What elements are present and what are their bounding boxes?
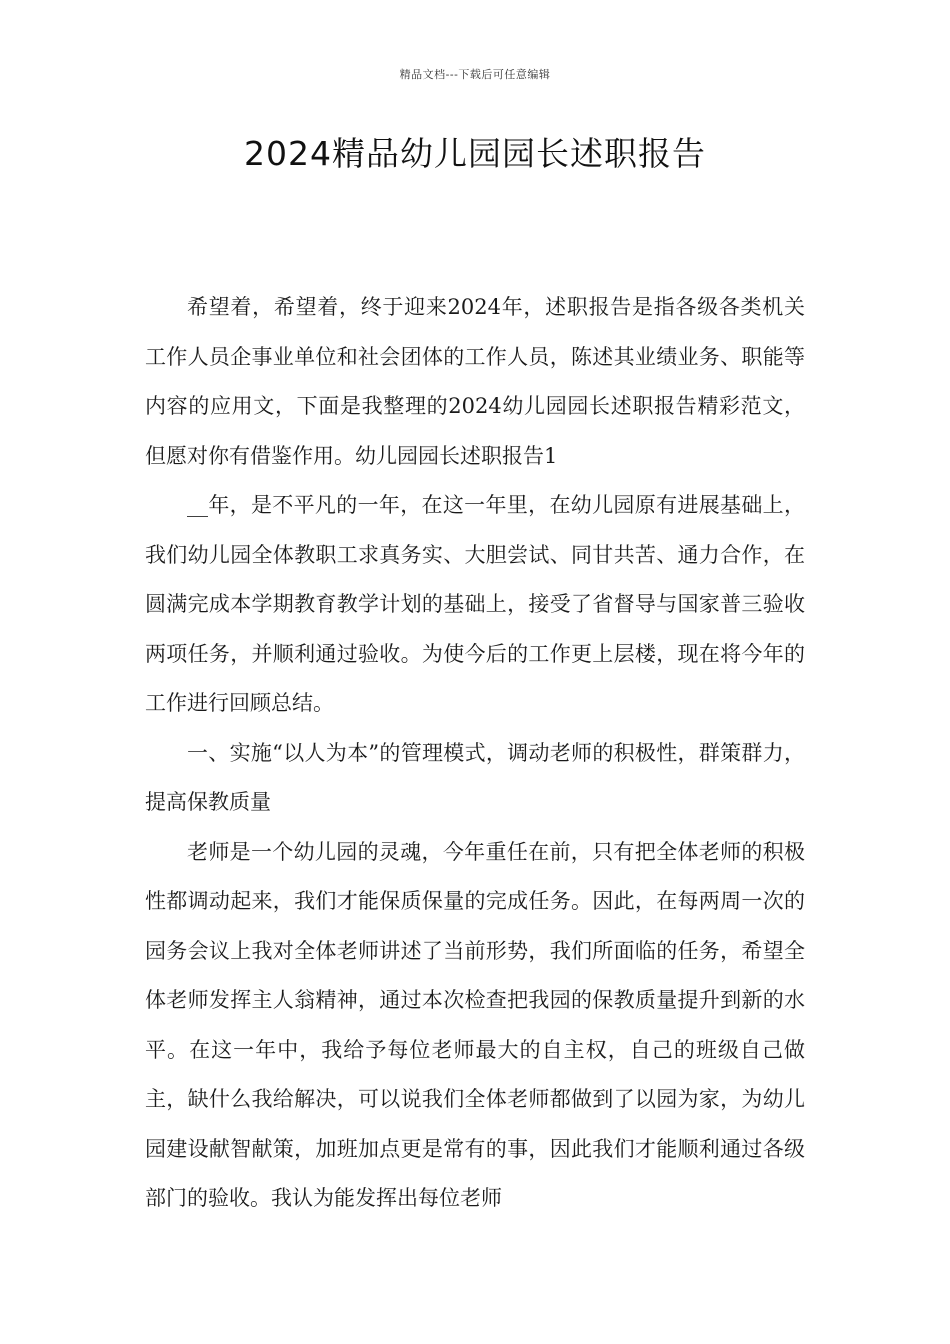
header-note: 精品文档---下载后可任意编辑 xyxy=(399,68,551,81)
paragraph-teachers: 老师是一个幼儿园的灵魂，今年重任在前，只有把全体老师的积极性都调动起来，我们才能保质保量的完成任务。因此，在每两周一次的园务会议上我对全体老师讲述了当前形势，我们所面临的任务，希望全体老师发挥主人翁精神，通过本次检查把我园的保教质量提升到新的水平。在这一年中，我给予每位老师最大的自主权，自己的班级自己做主，缺什么我给解决，可以说我们全体老师都做到了以园为家，为幼儿园建设献智献策，加班加点更是常有的事，因此我们才能顺利通过各级部门的验收。我认为能发挥出每位老师 xyxy=(145,839,805,1210)
document-body xyxy=(145,283,805,1224)
section-heading-1: 一、实施“以人为本”的管理模式，调动老师的积极性，群策群力，提高保教质量 xyxy=(145,740,805,814)
document-title: 2024精品幼儿园园长述职报告 xyxy=(244,134,706,173)
paragraph-intro: 希望着，希望着，终于迎来2024年，述职报告是指各级各类机关工作人员企事业单位和社会团体的工作人员，陈述其业绩业务、职能等内容的应用文，下面是我整理的2024幼儿园园长述职报告精彩范文，但愿对你有借鉴作用。幼儿园园长述职报告1 xyxy=(145,295,805,468)
paragraph-year-summary: __年，是不平凡的一年，在这一年里，在幼儿园原有进展基础上，我们幼儿园全体教职工求真务实、大胆尝试、同甘共苦、通力合作，在圆满完成本学期教育教学计划的基础上，接受了省督导与国家普三验收两项任务，并顺利通过验收。为使今后的工作更上层楼，现在将今年的工作进行回顾总结。 xyxy=(145,493,805,715)
